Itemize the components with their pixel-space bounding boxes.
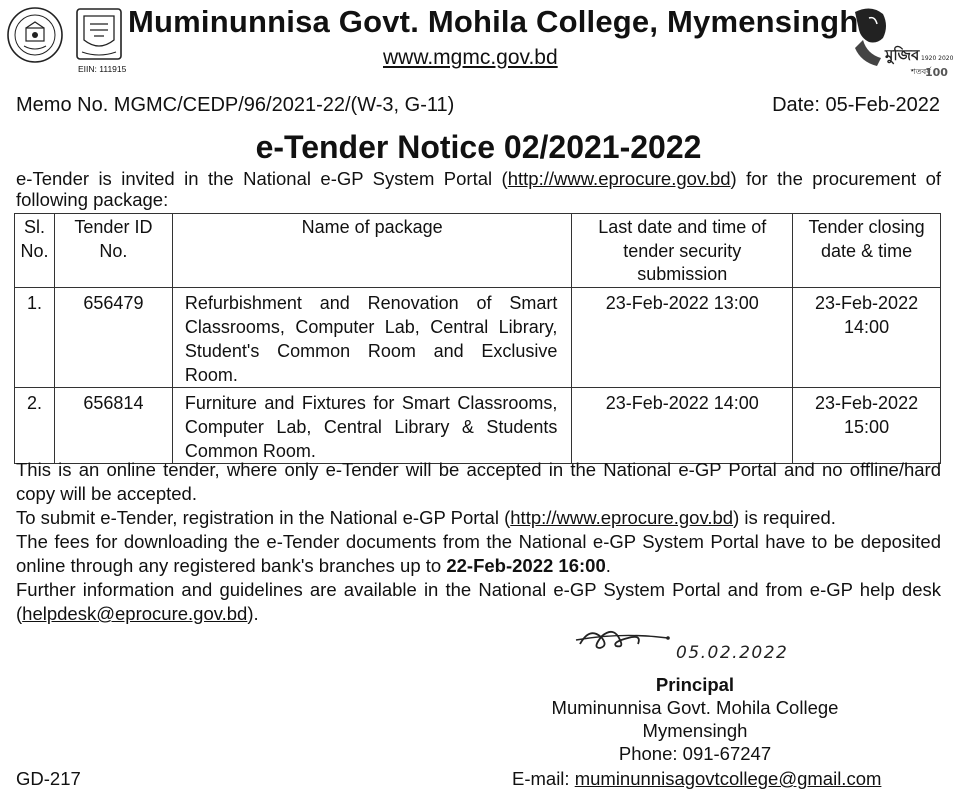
signatory-city: Mymensingh — [642, 720, 748, 741]
table-header-row — [15, 214, 941, 288]
note-online: This is an online tender, where only e-Tender will be accepted in the National e-GP Portal and no offline/hard copy will be accepted. — [16, 459, 941, 504]
intro-paragraph: e-Tender is invited in the National e-GP System Portal (http://www.eprocure.gov.bd) for the procurement of following package: — [16, 168, 941, 210]
row-sl: 2. — [15, 387, 55, 463]
fees-deadline: 22-Feb-2022 16:00 — [446, 555, 606, 576]
signatory-role: Principal — [655, 674, 735, 695]
note-info: Further information and guidelines are available in the National e-GP System Portal and from e-GP help desk (helpdesk@eprocure.gov.bd). — [16, 579, 941, 624]
signatory-college: Muminunnisa Govt. Mohila College — [551, 697, 839, 718]
college-email-link[interactable]: muminunnisagovtcollege@gmail.com — [574, 768, 882, 789]
college-crest-logo — [74, 6, 124, 62]
header-package: Name of package — [172, 214, 572, 288]
note-fees: The fees for downloading the e-Tender documents from the National e-GP System Portal have to be deposited online through any registered bank's branches up to 22-Feb-2022 16:00. — [16, 531, 941, 576]
svg-text:05.02.2022: 05.02.2022 — [676, 643, 789, 663]
eprocure-link[interactable]: http://www.eprocure.gov.bd — [510, 507, 734, 528]
gd-code: GD-217 — [16, 768, 81, 789]
signatory-phone: Phone: 091-67247 — [618, 743, 772, 764]
table-row — [15, 387, 941, 463]
svg-text:মুজিব: মুজিব — [885, 46, 920, 64]
helpdesk-email-link[interactable]: helpdesk@eprocure.gov.bd — [22, 603, 248, 624]
row-security: 23-Feb-2022 14:00 — [572, 387, 793, 463]
table-row — [15, 287, 941, 387]
svg-text:শতবর্ষ: শতবর্ষ — [911, 67, 931, 76]
row-tender-id: 656814 — [54, 387, 172, 463]
eprocure-link[interactable]: http://www.eprocure.gov.bd — [507, 168, 731, 189]
college-name: Muminunnisa Govt. Mohila College, Mymensingh — [128, 4, 859, 39]
row-closing: 23-Feb-2022 15:00 — [793, 387, 941, 463]
eiin-number: EIIN: 111915 — [78, 64, 127, 74]
row-sl: 1. — [15, 287, 55, 387]
notice-title: e-Tender Notice 02/2021-2022 — [255, 129, 702, 165]
mujib-borsho-logo — [833, 4, 954, 82]
signature-block — [540, 673, 850, 765]
row-closing: 23-Feb-2022 14:00 — [793, 287, 941, 387]
college-website-link[interactable]: www.mgmc.gov.bd — [383, 46, 558, 69]
row-security: 23-Feb-2022 13:00 — [572, 287, 793, 387]
svg-text:100: 100 — [925, 66, 948, 79]
signature — [572, 618, 812, 668]
svg-text:1920 2020: 1920 2020 — [921, 55, 954, 62]
govt-seal-logo — [6, 6, 64, 64]
memo-number: Memo No. MGMC/CEDP/96/2021-22/(W-3, G-11) — [16, 94, 455, 116]
signatory-email-line: E-mail: muminunnisagovtcollege@gmail.com — [512, 768, 882, 789]
row-tender-id: 656479 — [54, 287, 172, 387]
note-registration: To submit e-Tender, registration in the National e-GP Portal (http://www.eprocure.gov.bd) is required. — [16, 507, 836, 528]
header-sl: Sl. No. — [15, 214, 55, 288]
memo-date: Date: 05-Feb-2022 — [772, 94, 940, 116]
header-tender-id: Tender ID No. — [54, 214, 172, 288]
notes-section — [16, 458, 941, 626]
header-closing: Tender closing date & time — [793, 214, 941, 288]
header-security: Last date and time of tender security submission — [572, 214, 793, 288]
row-package: Furniture and Fixtures for Smart Classrooms, Computer Lab, Central Library & Students Common Room. — [172, 387, 572, 463]
row-package: Refurbishment and Renovation of Smart Classrooms, Computer Lab, Central Library, Student's Common Room and Exclusive Room. — [172, 287, 572, 387]
tender-table — [14, 213, 941, 464]
